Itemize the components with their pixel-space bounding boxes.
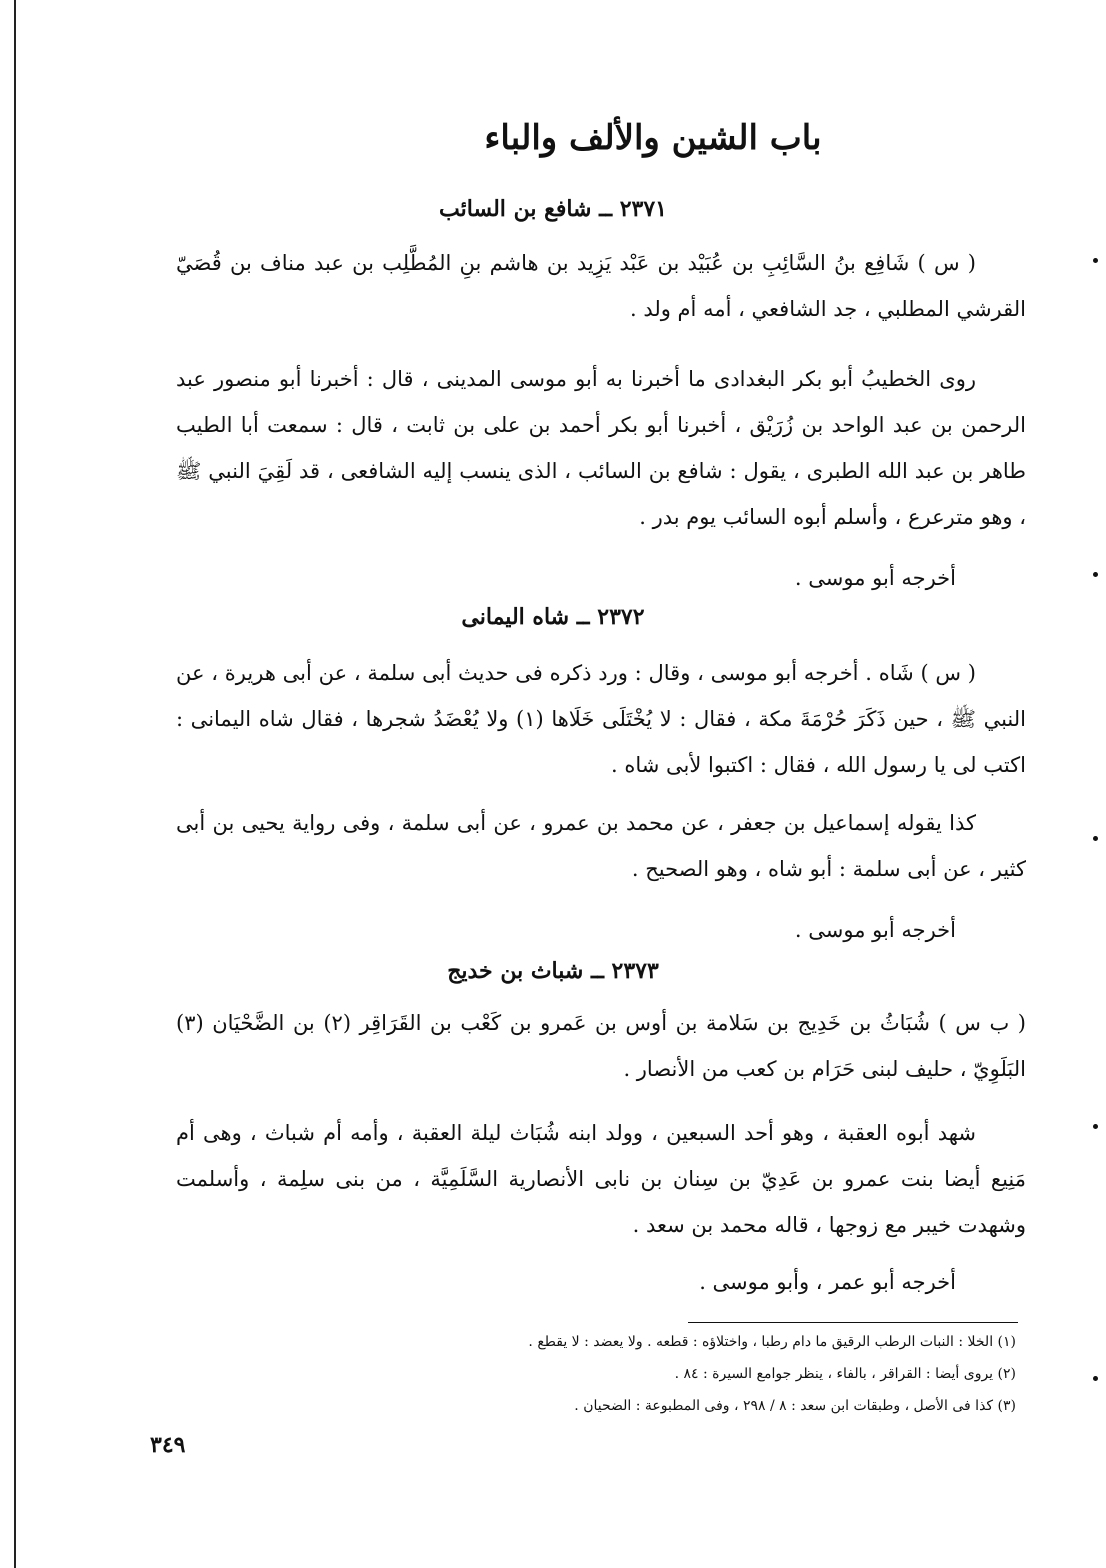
footnotes: [166, 1326, 1016, 1422]
margin-dot: [1093, 1376, 1098, 1381]
entry-2373-source: أخرجه أبو عمر ، وأبو موسى .: [699, 1270, 956, 1294]
entry-title-2371: ٢٣٧١ ــ شافع بن السائب: [439, 196, 667, 222]
entry-2372-source: أخرجه أبو موسى .: [794, 918, 956, 942]
entry-title-2373: ٢٣٧٣ ــ شباث بن خديج: [447, 958, 659, 984]
footnote-item: (١) الخلا : النبات الرطب الرقيق ما دام رطبا ، واختلاؤه : قطعه . ولا يعضد : لا يقطع .: [528, 1334, 1016, 1350]
margin-dot: [1093, 836, 1098, 841]
entry-2373-paragraph: ( ب س ) شُبَاثُ بن خَدِيج بن سَلامة بن أوس بن عَمرو بن كَعْب بن القَرَاقِر (٢) بن الضَّحْيَان (٣) البَلَوِيّ ، حليف لبنى حَرَام بن كعب من الأنصار .: [176, 1011, 1026, 1081]
entry-2371-paragraph: روى الخطيبُ أبو بكر البغدادى ما أخبرنا به أبو موسى المدينى ، قال : أخبرنا أبو منصور عبد الرحمن بن عبد الواحد بن زُرَيْق ، أخبرنا أبو بكر أحمد بن على بن ثابت ، قال : سمعت أبا الطيب طاهر بن عبد الله الطبرى ، يقول : شافع بن السائب ، الذى ينسب إليه الشافعى ، قد لَقِيَ النبي ﷺ ، وهو مترعرع ، وأسلم أبوه السائب يوم بدر .: [176, 367, 1026, 529]
margin-dot: [1093, 258, 1098, 263]
margin-dot: [1093, 572, 1098, 577]
page-edge-line: [14, 0, 16, 1568]
entry-2373-paragraph: شهد أبوه العقبة ، وهو أحد السبعين ، وولد ابنه شُبَاث ليلة العقبة ، وأمه أم شباث ، وهى أم مَنِيع أيضا بنت عمرو بن عَدِيّ بن سِنان بن نابى الأنصارية السَّلَمِيَّة ، من بنى سلِمة ، وأسلمت وشهدت خيبر مع زوجها ، قاله محمد بن سعد .: [176, 1121, 1026, 1237]
entry-title-2372: ٢٣٧٢ ــ شاه اليمانى: [461, 604, 645, 630]
entry-2371-paragraph: ( س ) شَافِع بنُ السَّائِبِ بن عُبَيْد بن عَبْد يَزِيد بن هاشم بنِ المُطَّلِب بن عبد مناف بن قُصَيّ القرشي المطلبي ، جد الشافعي ، أمه أم ولد .: [176, 251, 1026, 321]
footnote-divider: [688, 1322, 1018, 1323]
footnote-item: (٢) يروى أيضا : القراقر ، بالفاء ، ينظر جوامع السيرة : ٨٤ .: [674, 1366, 1016, 1382]
margin-dot: [1093, 1124, 1098, 1129]
footnote-item: (٣) كذا فى الأصل ، وطبقات ابن سعد : ٨ / ٢٩٨ ، وفى المطبوعة : الضحيان .: [574, 1398, 1016, 1414]
entry-2372-paragraph: كذا يقوله إسماعيل بن جعفر ، عن محمد بن عمرو ، عن أبى سلمة ، وفى رواية يحيى بن أبى كثير ، عن أبى سلمة : أبو شاه ، وهو الصحيح .: [176, 811, 1026, 881]
entry-2371-source: أخرجه أبو موسى .: [794, 566, 956, 590]
chapter-title: باب الشين والألف والباء: [484, 118, 822, 158]
entry-2372-paragraph: ( س ) شَاه . أخرجه أبو موسى ، وقال : ورد ذكره فى حديث أبى سلمة ، عن أبى هريرة ، عن النبي ﷺ ، حين ذَكَرَ حُرْمَةَ مكة ، فقال : لا يُخْتَلَى خَلَاها (١) ولا يُعْضَدُ شجرها ، فقال شاه اليمانى : اكتب لى يا رسول الله ، فقال : اكتبوا لأبى شاه .: [176, 661, 1026, 777]
page-number: ٣٤٩: [150, 1432, 186, 1458]
